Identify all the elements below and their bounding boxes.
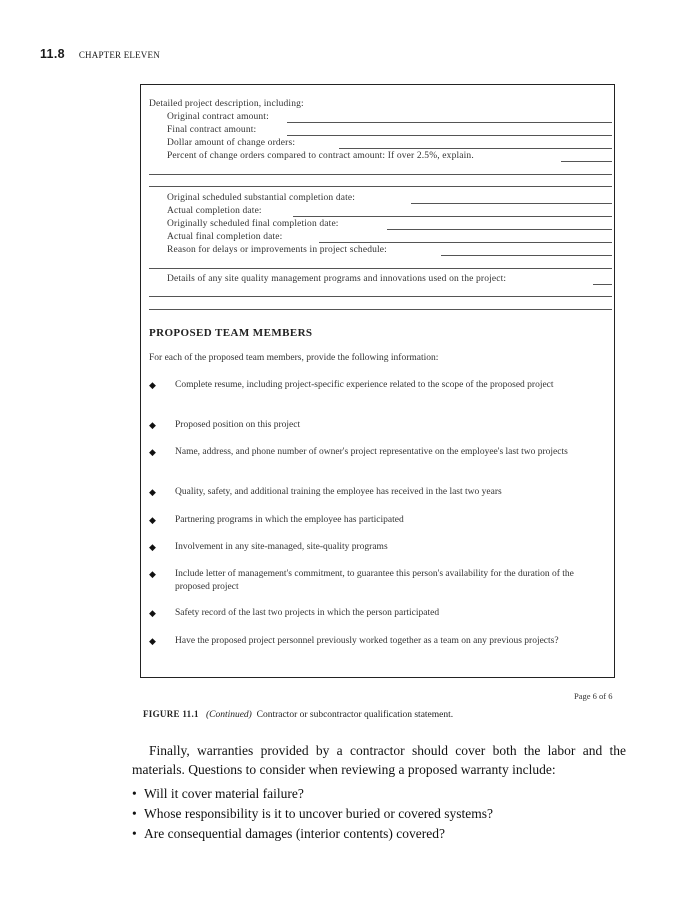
field-line [561, 161, 612, 162]
list-item: • Are consequential damages (interior contents) covered? [132, 824, 493, 844]
field-change-order-amount: Dollar amount of change orders: [167, 138, 296, 148]
field-actual-completion: Actual completion date: [167, 206, 262, 216]
list-item: ◆ Have the proposed project personnel previously worked together as a team on any previous projects? [149, 636, 559, 646]
list-item: ◆ Include letter of management's commitment, to guarantee this person's availability for the duration of the proposed project [149, 569, 574, 592]
blank-line [149, 309, 612, 310]
list-item: ◆ Partnering programs in which the employee has participated [149, 515, 404, 525]
diamond-bullet-icon: ◆ [149, 420, 156, 430]
field-original-contract-amount: Original contract amount: [167, 112, 269, 122]
field-quality-programs: Details of any site quality management programs and innovations used on the project: [167, 274, 507, 284]
diamond-bullet-icon: ◆ [149, 608, 156, 618]
field-line [319, 242, 612, 243]
page-number: 11.8 [40, 47, 65, 61]
list-item: • Will it cover material failure? [132, 784, 493, 804]
field-line [441, 255, 612, 256]
diamond-bullet-icon: ◆ [149, 636, 156, 646]
field-original-substantial-completion: Original scheduled substantial completion date: [167, 193, 356, 203]
field-original-final-completion: Originally scheduled final completion date: [167, 219, 339, 229]
list-item: ◆ Complete resume, including project-specific experience related to the scope of the proposed project [149, 380, 554, 390]
field-final-contract-amount: Final contract amount: [167, 125, 257, 135]
field-change-order-percent: Percent of change orders compared to contract amount: If over 2.5%, explain. [167, 151, 474, 161]
body-paragraph: Finally, warranties provided by a contractor should cover both the labor and the materials. Questions to consider when reviewing a proposed warranty include: [132, 743, 626, 777]
qualification-form [140, 84, 615, 678]
team-intro: For each of the proposed team members, provide the following information: [149, 353, 439, 363]
form-page-indicator: Page 6 of 6 [574, 691, 613, 701]
page-header [40, 47, 160, 61]
list-item: ◆ Safety record of the last two projects in which the person participated [149, 608, 440, 618]
field-actual-final-completion: Actual final completion date: [167, 232, 283, 242]
figure-label: FIGURE 11.1 [143, 709, 199, 719]
field-line [287, 122, 612, 123]
warranty-questions [132, 784, 493, 844]
bullet-icon: • [132, 806, 137, 821]
diamond-bullet-icon: ◆ [149, 487, 156, 497]
field-line [593, 284, 612, 285]
chapter-title: CHAPTER ELEVEN [78, 50, 160, 60]
bullet-icon: • [132, 786, 137, 801]
figure-caption-text: Contractor or subcontractor qualification statement. [256, 710, 454, 720]
diamond-bullet-icon: ◆ [149, 542, 156, 552]
list-item: • Whose responsibility is it to uncover buried or covered systems? [132, 804, 493, 824]
list-item: ◆ Quality, safety, and additional training the employee has received in the last two years [149, 487, 502, 497]
diamond-bullet-icon: ◆ [149, 447, 156, 457]
field-line [411, 203, 612, 204]
field-line [339, 148, 612, 149]
field-schedule-reason: Reason for delays or improvements in project schedule: [167, 245, 387, 255]
blank-line [149, 174, 612, 175]
bullet-icon: • [132, 826, 137, 841]
diamond-bullet-icon: ◆ [149, 569, 156, 579]
list-item: ◆ Name, address, and phone number of owner's project representative on the employee's last two projects [149, 447, 568, 457]
diamond-bullet-icon: ◆ [149, 515, 156, 525]
list-item: ◆ Proposed position on this project [149, 420, 301, 430]
blank-line [149, 186, 612, 187]
blank-line [149, 296, 612, 297]
field-line [387, 229, 612, 230]
proposed-team-title: PROPOSED TEAM MEMBERS [149, 327, 313, 339]
diamond-bullet-icon: ◆ [149, 380, 156, 390]
blank-line [149, 268, 612, 269]
figure-caption [143, 709, 453, 720]
project-description-heading: Detailed project description, including: [149, 99, 304, 109]
list-item: ◆ Involvement in any site-managed, site-quality programs [149, 542, 388, 552]
field-line [287, 135, 612, 136]
field-line [293, 216, 612, 217]
figure-continued: (Continued) [205, 710, 252, 720]
